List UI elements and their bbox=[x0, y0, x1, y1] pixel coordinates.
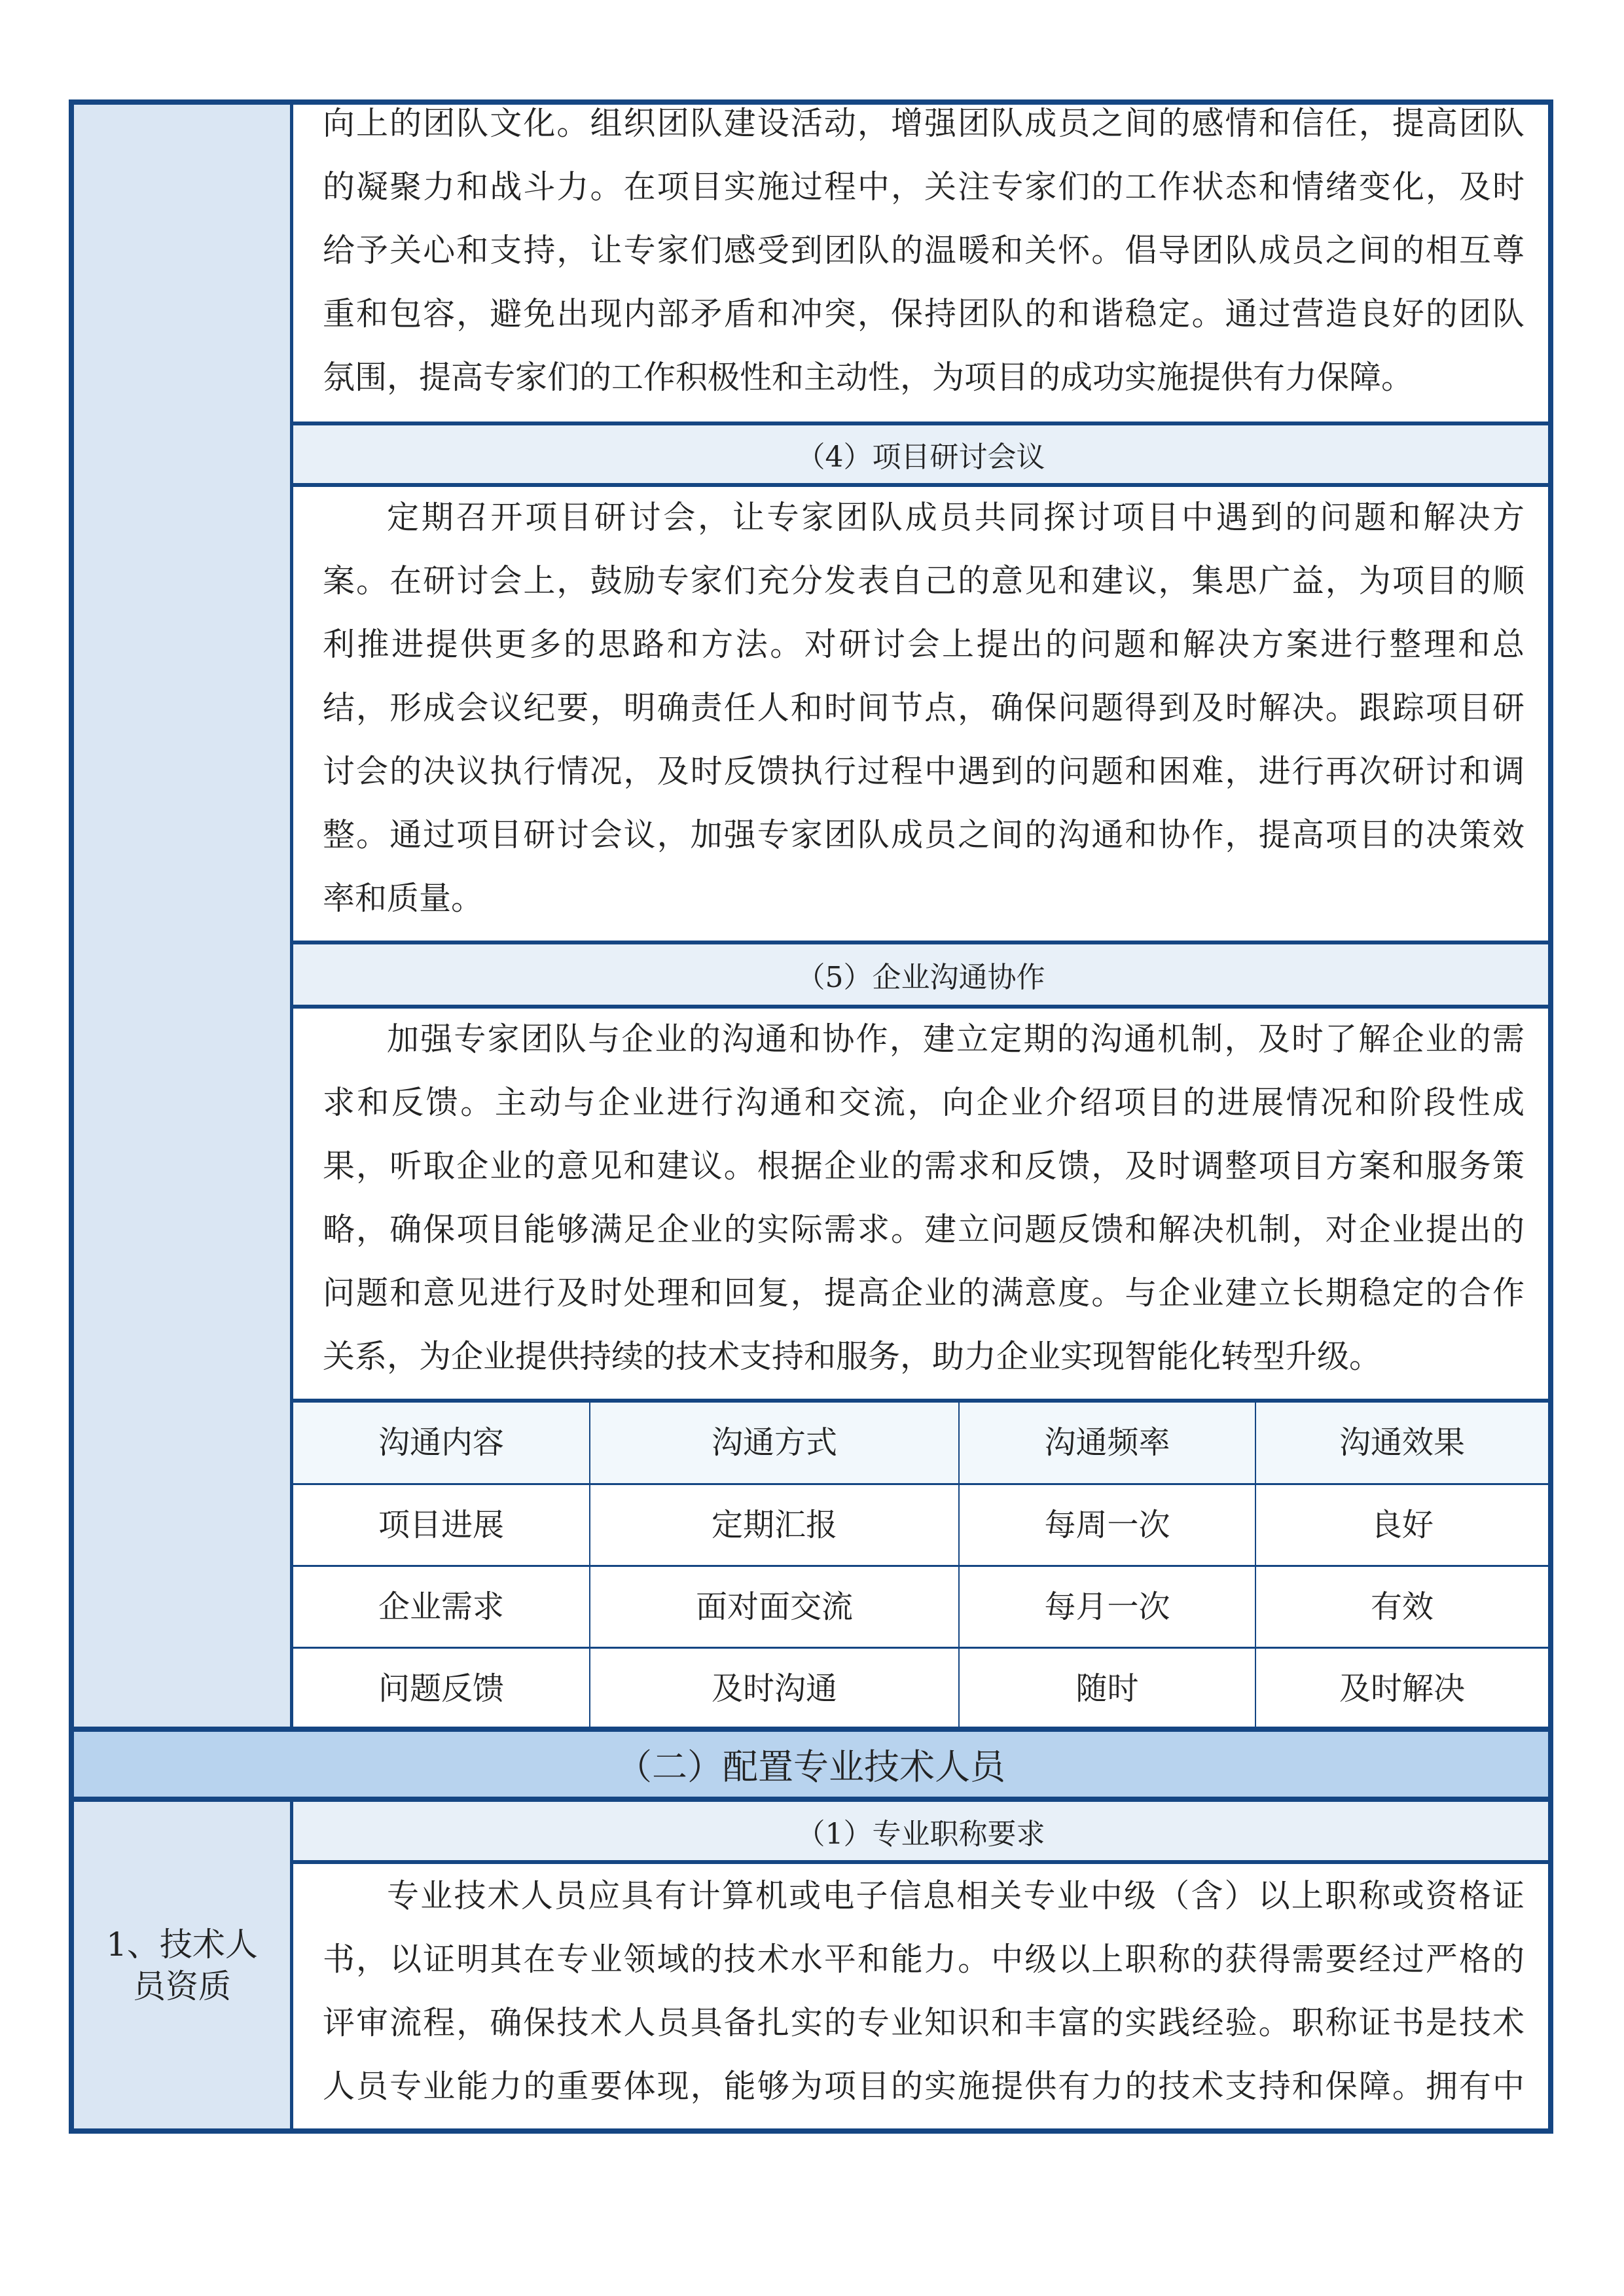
text-line: 人员专业能力的重要体现，能够为项目的实施提供有力的技术支持和保障。拥有中 bbox=[323, 2068, 1525, 2105]
table-cell bbox=[1256, 1567, 1548, 1649]
cell-text: 沟通方式 bbox=[711, 1424, 837, 1461]
section-heading-text: （二）配置专业技术人员 bbox=[617, 1746, 1005, 1787]
row-label-cell bbox=[74, 1802, 293, 2128]
subheading-enterprise-communication bbox=[293, 941, 1548, 1009]
table-header-cell bbox=[1256, 1403, 1548, 1485]
text-line: 重和包容，避免出现内部矛盾和冲突，保持团队的和谐稳定。通过营造良好的团队 bbox=[323, 295, 1525, 332]
table-cell bbox=[1256, 1485, 1548, 1567]
subheading-text: （4）项目研讨会议 bbox=[796, 440, 1045, 474]
cell-text: 沟通效果 bbox=[1339, 1424, 1465, 1461]
text-line: 专业技术人员应具有计算机或电子信息相关专业中级（含）以上职称或资格证 bbox=[387, 1877, 1525, 1914]
table-cell bbox=[293, 1649, 590, 1729]
paragraph-team-culture bbox=[323, 92, 1525, 409]
table-cell bbox=[590, 1567, 960, 1649]
text-line: 关系，为企业提供持续的技术支持和服务，助力企业实现智能化转型升级。 bbox=[323, 1338, 1382, 1375]
text-line: 氛围，提高专家们的工作积极性和主动性，为项目的成功实施提供有力保障。 bbox=[323, 359, 1414, 396]
cell-text: 随时 bbox=[1075, 1670, 1139, 1707]
text-line: 加强专家团队与企业的沟通和协作，建立定期的沟通机制，及时了解企业的需 bbox=[387, 1020, 1525, 1058]
subheading-professional-title bbox=[293, 1802, 1548, 1864]
table-cell bbox=[293, 1567, 590, 1649]
text-line: 结，形成会议纪要，明确责任人和时间节点，确保问题得到及时解决。跟踪项目研 bbox=[323, 689, 1525, 726]
table-cell bbox=[960, 1485, 1256, 1567]
communication-table bbox=[293, 1399, 1548, 1729]
table-header-cell bbox=[590, 1403, 960, 1485]
text-line: 求和反馈。主动与企业进行沟通和交流，向企业介绍项目的进展情况和阶段性成 bbox=[323, 1084, 1525, 1121]
row-label-tech-staff-qualification: 1、技术人员资质 bbox=[106, 1925, 258, 2005]
text-line: 果，听取企业的意见和建议。根据企业的需求和反馈，及时调整项目方案和服务策 bbox=[323, 1147, 1525, 1185]
subheading-project-meeting bbox=[293, 422, 1548, 487]
cell-text: 项目进展 bbox=[378, 1507, 504, 1543]
cell-text: 定期汇报 bbox=[711, 1507, 837, 1543]
text-line: 利推进提供更多的思路和方法。对研讨会上提出的问题和解决方案进行整理和总 bbox=[323, 626, 1525, 663]
text-line: 略，确保项目能够满足企业的实际需求。建立问题反馈和解决机制，对企业提出的 bbox=[323, 1211, 1525, 1248]
text-line: 定期召开项目研讨会，让专家团队成员共同探讨项目中遇到的问题和解决方 bbox=[387, 499, 1525, 536]
table-cell bbox=[590, 1485, 960, 1567]
table-cell bbox=[960, 1649, 1256, 1729]
text-line: 给予关心和支持，让专家们感受到团队的温暖和关怀。倡导团队成员之间的相互尊 bbox=[323, 232, 1525, 269]
text-line: 讨会的决议执行情况，及时反馈执行过程中遇到的问题和困难，进行再次研讨和调 bbox=[323, 753, 1525, 790]
text-line: 率和质量。 bbox=[323, 880, 484, 917]
text-line: 评审流程，确保技术人员具备扎实的专业知识和丰富的实践经验。职称证书是技术 bbox=[323, 2004, 1525, 2041]
cell-text: 良好 bbox=[1370, 1507, 1434, 1543]
cell-text: 及时沟通 bbox=[711, 1670, 837, 1707]
text-line: 的凝聚力和战斗力。在项目实施过程中，关注专家们的工作状态和情绪变化，及时 bbox=[323, 168, 1525, 206]
table-header-cell bbox=[293, 1403, 590, 1485]
cell-text: 面对面交流 bbox=[695, 1588, 853, 1625]
paragraph-enterprise-communication bbox=[323, 1007, 1525, 1388]
text-line: 书，以证明其在专业领域的技术水平和能力。中级以上职称的获得需要经过严格的 bbox=[323, 1941, 1525, 1978]
cell-text: 沟通内容 bbox=[378, 1424, 504, 1461]
cell-text: 沟通频率 bbox=[1044, 1424, 1170, 1461]
paragraph-professional-title bbox=[323, 1864, 1525, 2118]
paragraph-project-meeting bbox=[323, 486, 1525, 930]
subheading-text: （1）专业职称要求 bbox=[796, 1817, 1045, 1851]
section-heading bbox=[74, 1727, 1548, 1802]
text-line: 案。在研讨会上，鼓励专家们充分发表自己的意见和建议，集思广益，为项目的顺 bbox=[323, 562, 1525, 600]
cell-text: 每月一次 bbox=[1044, 1588, 1170, 1625]
table-cell bbox=[590, 1649, 960, 1729]
text-line: 问题和意见进行及时处理和回复，提高企业的满意度。与企业建立长期稳定的合作 bbox=[323, 1274, 1525, 1312]
cell-text: 问题反馈 bbox=[378, 1670, 504, 1707]
cell-text: 及时解决 bbox=[1339, 1670, 1465, 1707]
table-cell bbox=[293, 1485, 590, 1567]
cell-text: 有效 bbox=[1370, 1588, 1434, 1625]
left-column-cell bbox=[74, 105, 293, 1729]
text-line: 整。通过项目研讨会议，加强专家团队成员之间的沟通和协作，提高项目的决策效 bbox=[323, 816, 1525, 853]
table-cell bbox=[1256, 1649, 1548, 1729]
subheading-text: （5）企业沟通协作 bbox=[796, 961, 1045, 994]
cell-text: 企业需求 bbox=[378, 1588, 504, 1625]
table-cell bbox=[960, 1567, 1256, 1649]
cell-text: 每周一次 bbox=[1044, 1507, 1170, 1543]
text-line: 向上的团队文化。组织团队建设活动，增强团队成员之间的感情和信任，提高团队 bbox=[323, 105, 1525, 142]
table-header-cell bbox=[960, 1403, 1256, 1485]
